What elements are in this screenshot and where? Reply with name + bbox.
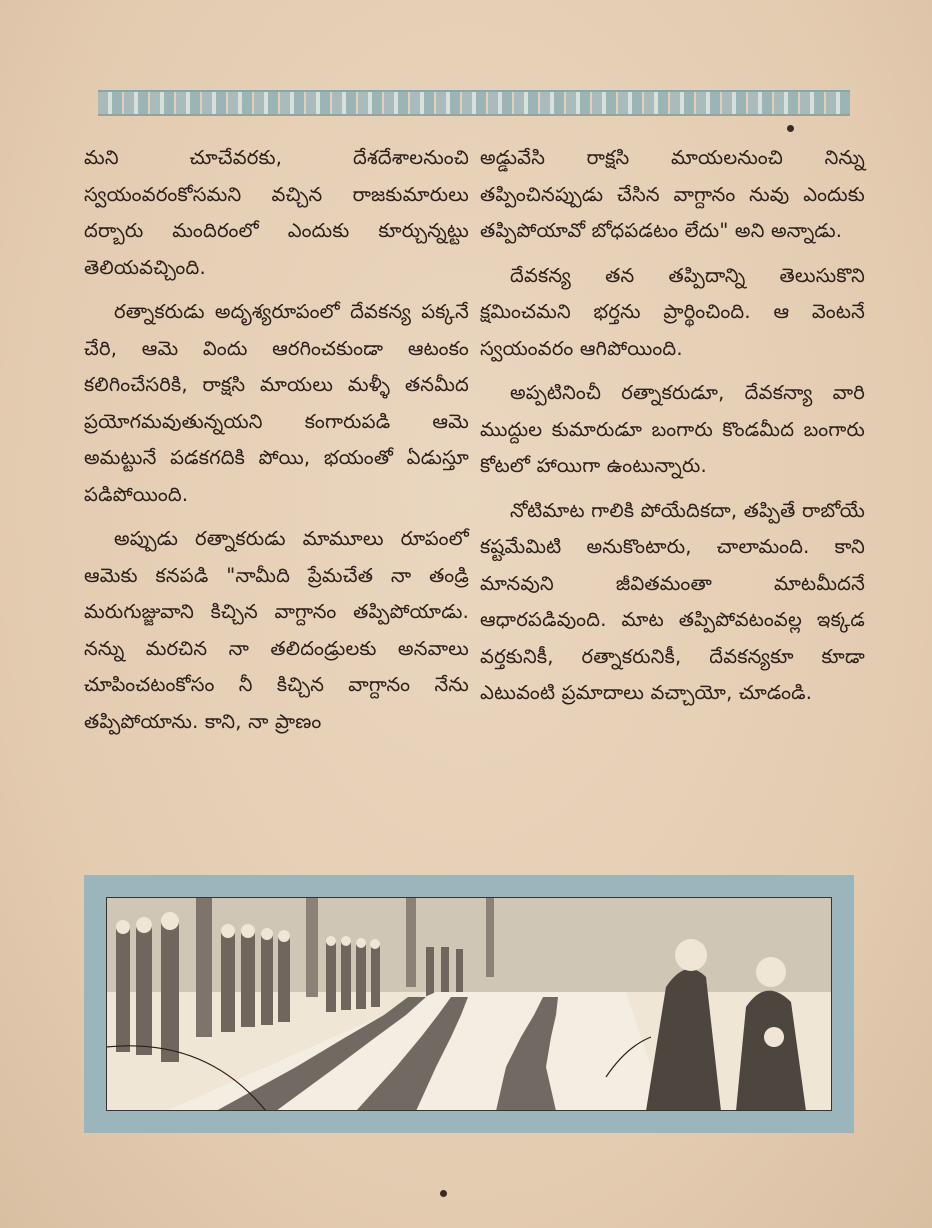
left-column [84,140,469,740]
decorative-border-strip [98,90,850,116]
left-paragraph-3: అప్పుడు రత్నాకరుడు మామూలు రూపంలో ఆమెకు కనపడి "నామీది ప్రేమచేత నా తండ్రి మరుగుజ్జువాని కిచ్చిన వాగ్దానం తప్పిపోయాడు. నన్ను మరచిన నా తలిదండ్రులకు అనవాలు చూపించటంకోసం నీ కిచ్చిన వాగ్దానం నేను తప్పిపోయాను. కాని, నా ప్రాణం [84,527,469,733]
ornament-dot-top [787,125,794,132]
right-paragraph-4: నోటిమాట గాలికి పోయేదికదా, తప్పితే రాబోయే కష్టమేమిటి అనుకొంటారు, చాలామంది. కాని మానవుని జీవితమంతా మాటమీదనే ఆధారపడివుంది. మాట తప్పిపోవటంవల్ల ఇక్కడ వర్తకునికీ, రత్నాకరునికీ, దేవకన్యకూ కూడా ఎటువంటి ప్రమాదాలు వచ్చాయో, చూడండి. [480,498,865,704]
right-paragraph-1: అడ్డువేసి రాక్షసి మాయలనుంచి నిన్ను తప్పించినప్పుడు చేసిన వాగ్దానం నువు ఎందుకు తప్పిపోయావో బోధపడటం లేదు" అని అన్నాడు. [480,146,865,242]
left-paragraph-1: మని చూచేవరకు, దేశదేశాలనుంచి స్వయంవరంకోసమని వచ్చిన రాజకుమారులు దర్బారు మందిరంలో ఎందుకు కూర్చున్నట్టు తెలియవచ్చింది. [84,146,469,279]
ornament-dot-bottom [440,1190,447,1197]
right-column [480,140,865,712]
left-paragraph-2: రత్నాకరుడు అదృశ్యరూపంలో దేవకన్య పక్కనే చేరి, ఆమె విందు ఆరగించకుండా ఆటంకం కలిగించేసరికి, రాక్షసి మాయలు మళ్ళీ తనమీద ప్రయోగమవుతున్నయని కంగారుపడి ఆమె అమట్టునే పడకగదికి పోయి, భయంతో ఏడుస్తూ పడిపోయింది. [84,300,469,506]
court-hall-illustration [84,875,854,1133]
right-paragraph-2: దేవకన్య తన తప్పిదాన్ని తెలుసుకొని క్షమించమని భర్తను ప్రార్థించింది. ఆ వెంటనే స్వయంవరం ఆగిపోయింది. [480,263,865,360]
court-hall-illustration-icon [106,897,832,1111]
right-paragraph-3: అప్పటినించీ రత్నాకరుడూ, దేవకన్యా వారి ముద్దుల కుమారుడూ బంగారు కొండమీద బంగారు కోటలో హాయిగా ఉంటున్నారు. [480,381,865,477]
